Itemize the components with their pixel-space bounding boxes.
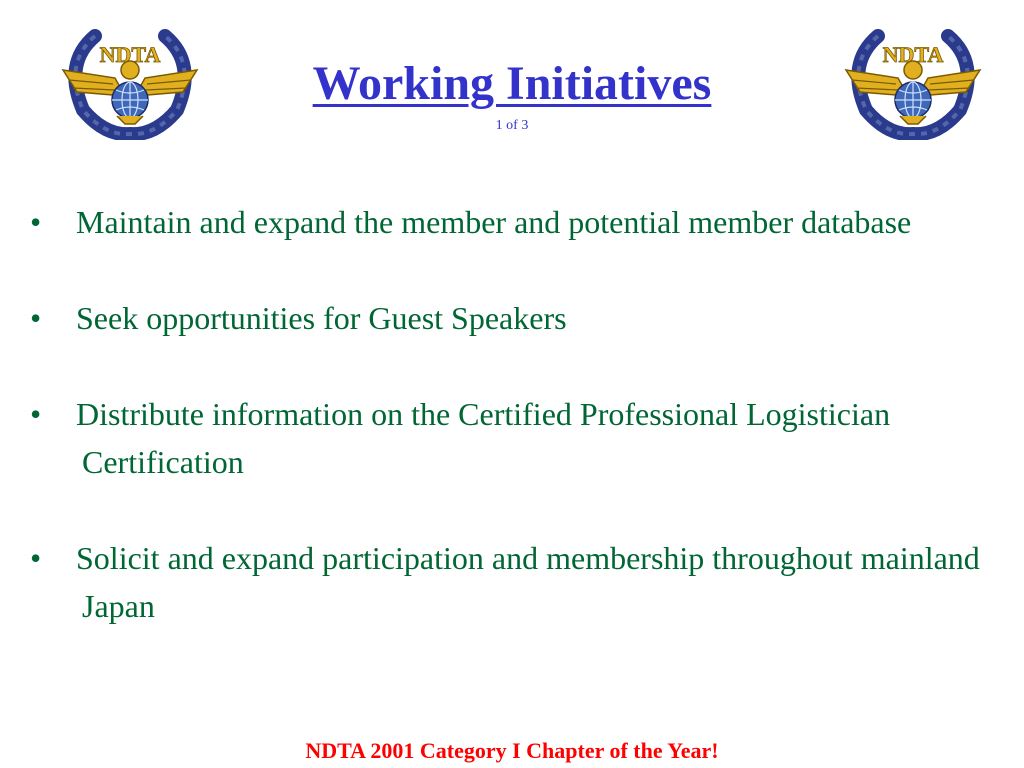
svg-text:NDTA: NDTA	[882, 42, 944, 67]
bullet-marker: •	[30, 204, 42, 240]
bullet-item	[30, 198, 990, 246]
bullet-item	[30, 294, 990, 342]
svg-text:NDTA: NDTA	[99, 42, 161, 67]
bullet-text: Solicit and expand participation and membership throughout mainland Japan	[76, 540, 980, 624]
bullet-item	[30, 390, 990, 486]
bullet-text: Seek opportunities for Guest Speakers	[76, 300, 567, 336]
page-indicator: 1 of 3	[495, 118, 529, 133]
bullet-text: Distribute information on the Certified Professional Logistician Certification	[76, 396, 891, 480]
slide-title-text: Working Initiatives	[312, 57, 712, 110]
bullet-text: Maintain and expand the member and potential member database	[76, 204, 912, 240]
bullet-marker: •	[30, 540, 42, 576]
bullet-marker: •	[30, 396, 42, 432]
bullet-list	[30, 198, 990, 678]
bullet-item	[30, 534, 990, 630]
bullet-marker: •	[30, 300, 42, 336]
slide-title	[0, 52, 1024, 116]
footer-tagline: NDTA 2001 Category I Chapter of the Year!	[305, 738, 719, 763]
